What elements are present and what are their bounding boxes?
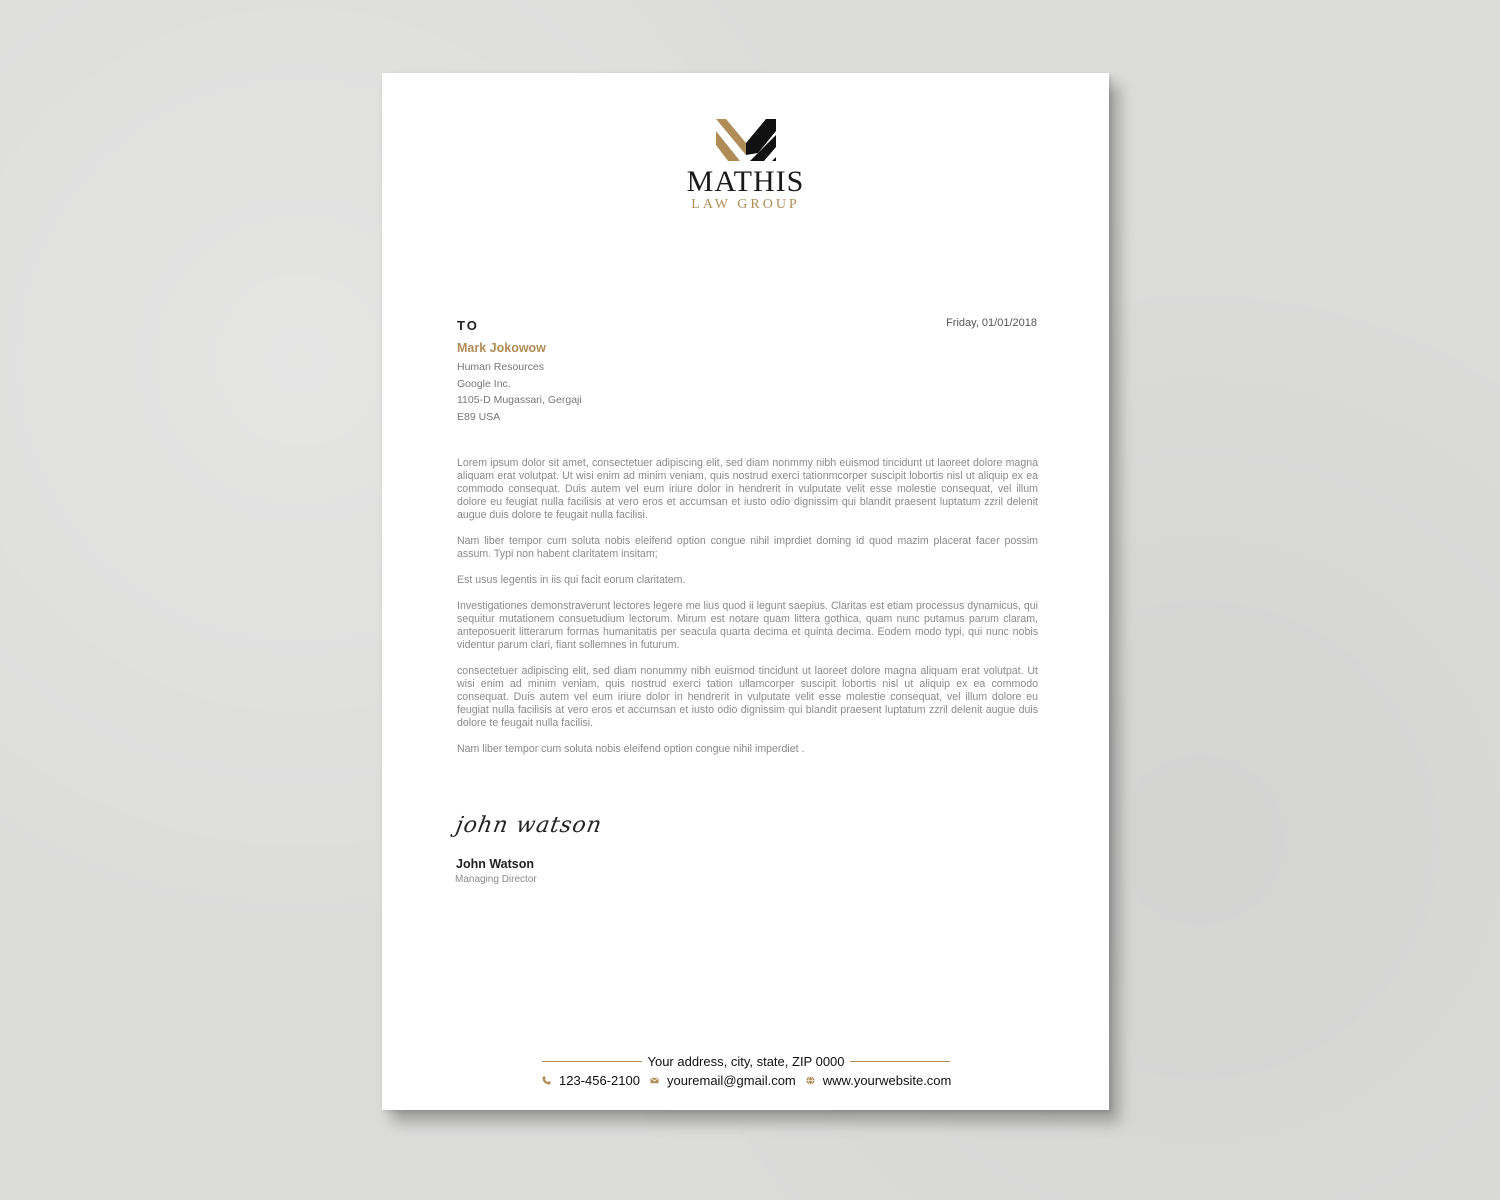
address-line: E89 USA: [457, 410, 501, 423]
to-label: TO: [457, 318, 479, 333]
contact-phone: [542, 1073, 640, 1088]
handwritten-signature: john watson: [453, 813, 605, 838]
phone-icon: [542, 1076, 551, 1085]
signer-name: John Watson: [456, 857, 535, 871]
letter-body: [457, 457, 1038, 769]
letterhead-page: [382, 73, 1109, 1110]
logo-subtitle: LAW GROUP: [691, 197, 800, 212]
body-paragraph: Nam liber tempor cum soluta nobis eleifend option congue nihil imprdiet doming id quod mazim placerat facer possim assum. Typi non habent claritatem insitam;: [457, 535, 1038, 560]
contact-website: [806, 1073, 952, 1088]
address-line: Google Inc.: [457, 377, 511, 390]
divider: [542, 1061, 642, 1062]
body-paragraph: Lorem ipsum dolor sit amet, consectetuer adipiscing elit, sed diam nonmmy nibh euismod tincidunt ut laoreet dolore magna aliquam erat volutpat. Ut wisi enim ad minim veniam, quis nostrud exerci tationmcorper suscipit lobortis nisl ut aliquip ex ea commodo consequat. Duis autem vel eum iriure dolor in hendrerit in vulputate velit esse molestie consequat, vel illum dolore eu feugiat nulla facilisis at vero eros et accumsan et iusto odio dignissim qui blandit praesent luptatum zzril delenit augue duis dolore te feugait nulla facilisi.: [457, 457, 1038, 521]
company-logo: [382, 117, 1109, 213]
divider: [850, 1061, 950, 1062]
signer-title: Managing Director: [455, 874, 537, 885]
body-paragraph: consectetuer adipiscing elit, sed diam nonummy nibh euismod tincidunt ut laoreet dolore magna aliquam erat volutpat. Ut wisi enim ad minim veniam, quis nostrud exerci tation ullamcorper suscipit lobortis nisl ut aliquip ex ea commodo consequat. Duis autem vel eum iriure dolor in hendrerit in vulputate velit esse molestie consequat, vel illum dolore eu feugiat nulla facilisis at vero eros et accumsan et iusto odio dignissim qui blandit praesent luptatum zzril delenit augue duis dolore te feugait nulla facilisi.: [457, 665, 1038, 729]
footer-address-text: Your address, city, state, ZIP 0000: [647, 1053, 845, 1069]
footer-contacts: [542, 1073, 952, 1088]
email-icon: [650, 1076, 659, 1085]
logo-name: MATHIS: [686, 165, 805, 198]
address-line: Human Resources: [457, 361, 544, 373]
letter-date: Friday, 01/01/2018: [946, 317, 1037, 329]
body-paragraph: Investigationes demonstraverunt lectores legere me lius quod ii legunt saepius. Claritas est etiam processus dynamicus, qui sequitur mutationem consuetudium lectorum. Mirum est notare quam littera gothica, quam nunc putamus parum claram, anteposuerit litterarum formas humanitatis per seacula quarta decima et quinta decima. Eodem modo typi, qui nunc nobis videntur parum clari, fiant sollemnes in futurum.: [457, 600, 1038, 651]
website-url: www.yourwebsite.com: [822, 1073, 952, 1088]
email-address: youremail@gmail.com: [666, 1073, 796, 1088]
footer-address: [542, 1052, 950, 1070]
logo-mark-icon: [714, 117, 778, 161]
recipient-name: Mark Jokowow: [457, 341, 546, 355]
phone-number: 123-456-2100: [559, 1073, 640, 1088]
recipient-address: [457, 359, 582, 425]
contact-email: [650, 1073, 796, 1088]
body-paragraph: Est usus legentis in iis qui facit eorum claritatem.: [457, 574, 686, 586]
address-line: 1105-D Mugassari, Gergaji: [457, 394, 582, 406]
body-paragraph: Nam liber tempor cum soluta nobis eleifend option congue nihil imperdiet .: [457, 743, 805, 755]
globe-icon: [806, 1076, 815, 1085]
recipient-block: [457, 318, 582, 425]
